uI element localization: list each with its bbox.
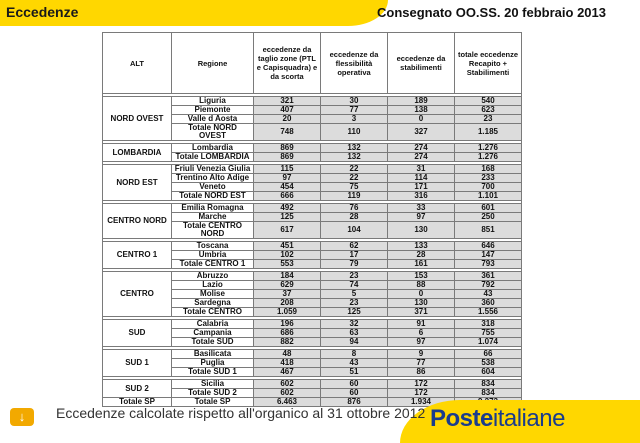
value-cell: 1.276 [455,144,522,153]
alt-cell: CENTRO NORD [103,204,172,239]
value-cell: 793 [455,260,522,269]
total-label-cell: Totale SP [172,398,254,407]
value-cell: 882 [254,338,321,347]
total-value-cell: 876 [321,398,388,407]
value-cell: 1.185 [455,124,522,141]
region-cell: Trentino Alto Adige [172,174,254,183]
value-cell: 125 [321,308,388,317]
value-cell: 851 [455,222,522,239]
value-cell: 132 [321,153,388,162]
value-cell: 91 [388,320,455,329]
region-cell: Sardegna [172,299,254,308]
alt-cell: CENTRO [103,272,172,317]
value-cell: 30 [321,97,388,106]
value-cell: 318 [455,320,522,329]
value-cell: 1.059 [254,308,321,317]
value-cell: 132 [321,144,388,153]
value-cell: 32 [321,320,388,329]
region-cell: Abruzzo [172,272,254,281]
page-subtitle: Consegnato OO.SS. 20 febbraio 2013 [376,5,606,20]
value-cell: 66 [455,350,522,359]
value-cell: 62 [321,242,388,251]
footnote: Eccedenze calcolate rispetto all'organico al 31 ottobre 2012 [56,405,426,421]
value-cell: 6 [388,329,455,338]
value-cell: 1.101 [455,192,522,201]
value-cell: 77 [388,359,455,368]
eccedenze-table [102,32,522,407]
value-cell: 700 [455,183,522,192]
table-row [103,350,522,359]
value-cell: 454 [254,183,321,192]
value-cell: 133 [388,242,455,251]
region-cell: Totale NORD OVEST [172,124,254,141]
value-cell: 407 [254,106,321,115]
value-cell: 86 [388,368,455,377]
region-cell: Marche [172,213,254,222]
value-cell: 360 [455,299,522,308]
value-cell: 623 [455,106,522,115]
value-cell: 208 [254,299,321,308]
region-cell: Piemonte [172,106,254,115]
value-cell: 37 [254,290,321,299]
value-cell: 97 [254,174,321,183]
value-cell: 9 [388,350,455,359]
value-cell: 492 [254,204,321,213]
page-title: Eccedenze [6,4,79,20]
value-cell: 602 [254,380,321,389]
value-cell: 538 [455,359,522,368]
region-cell: Valle d Aosta [172,115,254,124]
value-cell: 467 [254,368,321,377]
col-header: eccedenze da taglio zone (PTL e Capisquadra) e da scorta [254,33,321,94]
region-cell: Totale LOMBARDIA [172,153,254,162]
value-cell: 601 [455,204,522,213]
region-cell: Lazio [172,281,254,290]
value-cell: 138 [388,106,455,115]
value-cell: 51 [321,368,388,377]
region-cell: Liguria [172,97,254,106]
value-cell: 31 [388,165,455,174]
value-cell: 23 [321,272,388,281]
region-cell: Totale SUD 1 [172,368,254,377]
table-row [103,165,522,174]
region-cell: Puglia [172,359,254,368]
value-cell: 361 [455,272,522,281]
value-cell: 371 [388,308,455,317]
value-cell: 196 [254,320,321,329]
value-cell: 23 [321,299,388,308]
value-cell: 1.556 [455,308,522,317]
value-cell: 646 [455,242,522,251]
region-cell: Totale SUD 2 [172,389,254,398]
value-cell: 274 [388,144,455,153]
region-cell: Veneto [172,183,254,192]
col-header: totale eccedenze Recapito + Stabilimenti [455,33,522,94]
value-cell: 125 [254,213,321,222]
value-cell: 60 [321,380,388,389]
alt-cell: LOMBARDIA [103,144,172,162]
alt-cell: CENTRO 1 [103,242,172,269]
value-cell: 20 [254,115,321,124]
total-value-cell: 6.463 [254,398,321,407]
value-cell: 686 [254,329,321,338]
header-bar [0,0,640,26]
poste-italiane-logo [430,405,565,433]
total-value-cell: 1.934 [388,398,455,407]
value-cell: 321 [254,97,321,106]
table-row [103,380,522,389]
value-cell: 22 [321,174,388,183]
value-cell: 94 [321,338,388,347]
value-cell: 97 [388,213,455,222]
value-cell: 114 [388,174,455,183]
col-header: eccedenze da stabilimenti [388,33,455,94]
table-row [103,204,522,213]
value-cell: 233 [455,174,522,183]
region-cell: Sicilia [172,380,254,389]
value-cell: 79 [321,260,388,269]
region-cell: Totale SUD [172,338,254,347]
arrow-down-icon: ↓ [10,408,34,426]
table-row [103,144,522,153]
value-cell: 418 [254,359,321,368]
value-cell: 48 [254,350,321,359]
value-cell: 17 [321,251,388,260]
value-cell: 617 [254,222,321,239]
table-header-row [103,33,522,94]
value-cell: 755 [455,329,522,338]
value-cell: 74 [321,281,388,290]
value-cell: 172 [388,389,455,398]
alt-cell: SUD 1 [103,350,172,377]
value-cell: 63 [321,329,388,338]
value-cell: 748 [254,124,321,141]
region-cell: Emilia Romagna [172,204,254,213]
table-row [103,97,522,106]
value-cell: 451 [254,242,321,251]
value-cell: 28 [388,251,455,260]
region-cell: Totale NORD EST [172,192,254,201]
value-cell: 43 [455,290,522,299]
value-cell: 327 [388,124,455,141]
value-cell: 171 [388,183,455,192]
value-cell: 3 [321,115,388,124]
value-cell: 147 [455,251,522,260]
value-cell: 115 [254,165,321,174]
table-row [103,320,522,329]
value-cell: 33 [388,204,455,213]
value-cell: 153 [388,272,455,281]
value-cell: 172 [388,380,455,389]
value-cell: 75 [321,183,388,192]
value-cell: 130 [388,222,455,239]
region-cell: Calabria [172,320,254,329]
value-cell: 60 [321,389,388,398]
region-cell: Campania [172,329,254,338]
logo-bold: Poste [430,405,493,432]
table-row [103,242,522,251]
region-cell: Toscana [172,242,254,251]
value-cell: 602 [254,389,321,398]
value-cell: 834 [455,389,522,398]
value-cell: 0 [388,290,455,299]
value-cell: 77 [321,106,388,115]
value-cell: 629 [254,281,321,290]
value-cell: 76 [321,204,388,213]
value-cell: 792 [455,281,522,290]
value-cell: 540 [455,97,522,106]
value-cell: 1.276 [455,153,522,162]
value-cell: 102 [254,251,321,260]
value-cell: 119 [321,192,388,201]
value-cell: 834 [455,380,522,389]
value-cell: 28 [321,213,388,222]
region-cell: Totale CENTRO 1 [172,260,254,269]
region-cell: Molise [172,290,254,299]
value-cell: 316 [388,192,455,201]
value-cell: 1.074 [455,338,522,347]
total-label-cell: Totale SP [103,398,172,407]
alt-cell: NORD EST [103,165,172,201]
value-cell: 0 [388,115,455,124]
value-cell: 184 [254,272,321,281]
value-cell: 22 [321,165,388,174]
col-header: ALT [103,33,172,94]
value-cell: 189 [388,97,455,106]
value-cell: 869 [254,153,321,162]
value-cell: 553 [254,260,321,269]
value-cell: 274 [388,153,455,162]
value-cell: 104 [321,222,388,239]
table-row [103,272,522,281]
value-cell: 869 [254,144,321,153]
region-cell: Lombardia [172,144,254,153]
table-body [103,94,522,407]
value-cell: 88 [388,281,455,290]
value-cell: 666 [254,192,321,201]
region-cell: Totale CENTRO [172,308,254,317]
alt-cell: SUD [103,320,172,347]
value-cell: 168 [455,165,522,174]
value-cell: 604 [455,368,522,377]
logo-rest: italiane [492,405,565,432]
region-cell: Basilicata [172,350,254,359]
value-cell: 5 [321,290,388,299]
col-header: eccedenze da flessibilità operativa [321,33,388,94]
region-cell: Umbria [172,251,254,260]
value-cell: 161 [388,260,455,269]
value-cell: 250 [455,213,522,222]
value-cell: 130 [388,299,455,308]
alt-cell: SUD 2 [103,380,172,398]
value-cell: 97 [388,338,455,347]
region-cell: Totale CENTRO NORD [172,222,254,239]
alt-cell: NORD OVEST [103,97,172,141]
col-header: Regione [172,33,254,94]
value-cell: 23 [455,115,522,124]
region-cell: Friuli Venezia Giulia [172,165,254,174]
value-cell: 8 [321,350,388,359]
value-cell: 43 [321,359,388,368]
value-cell: 110 [321,124,388,141]
